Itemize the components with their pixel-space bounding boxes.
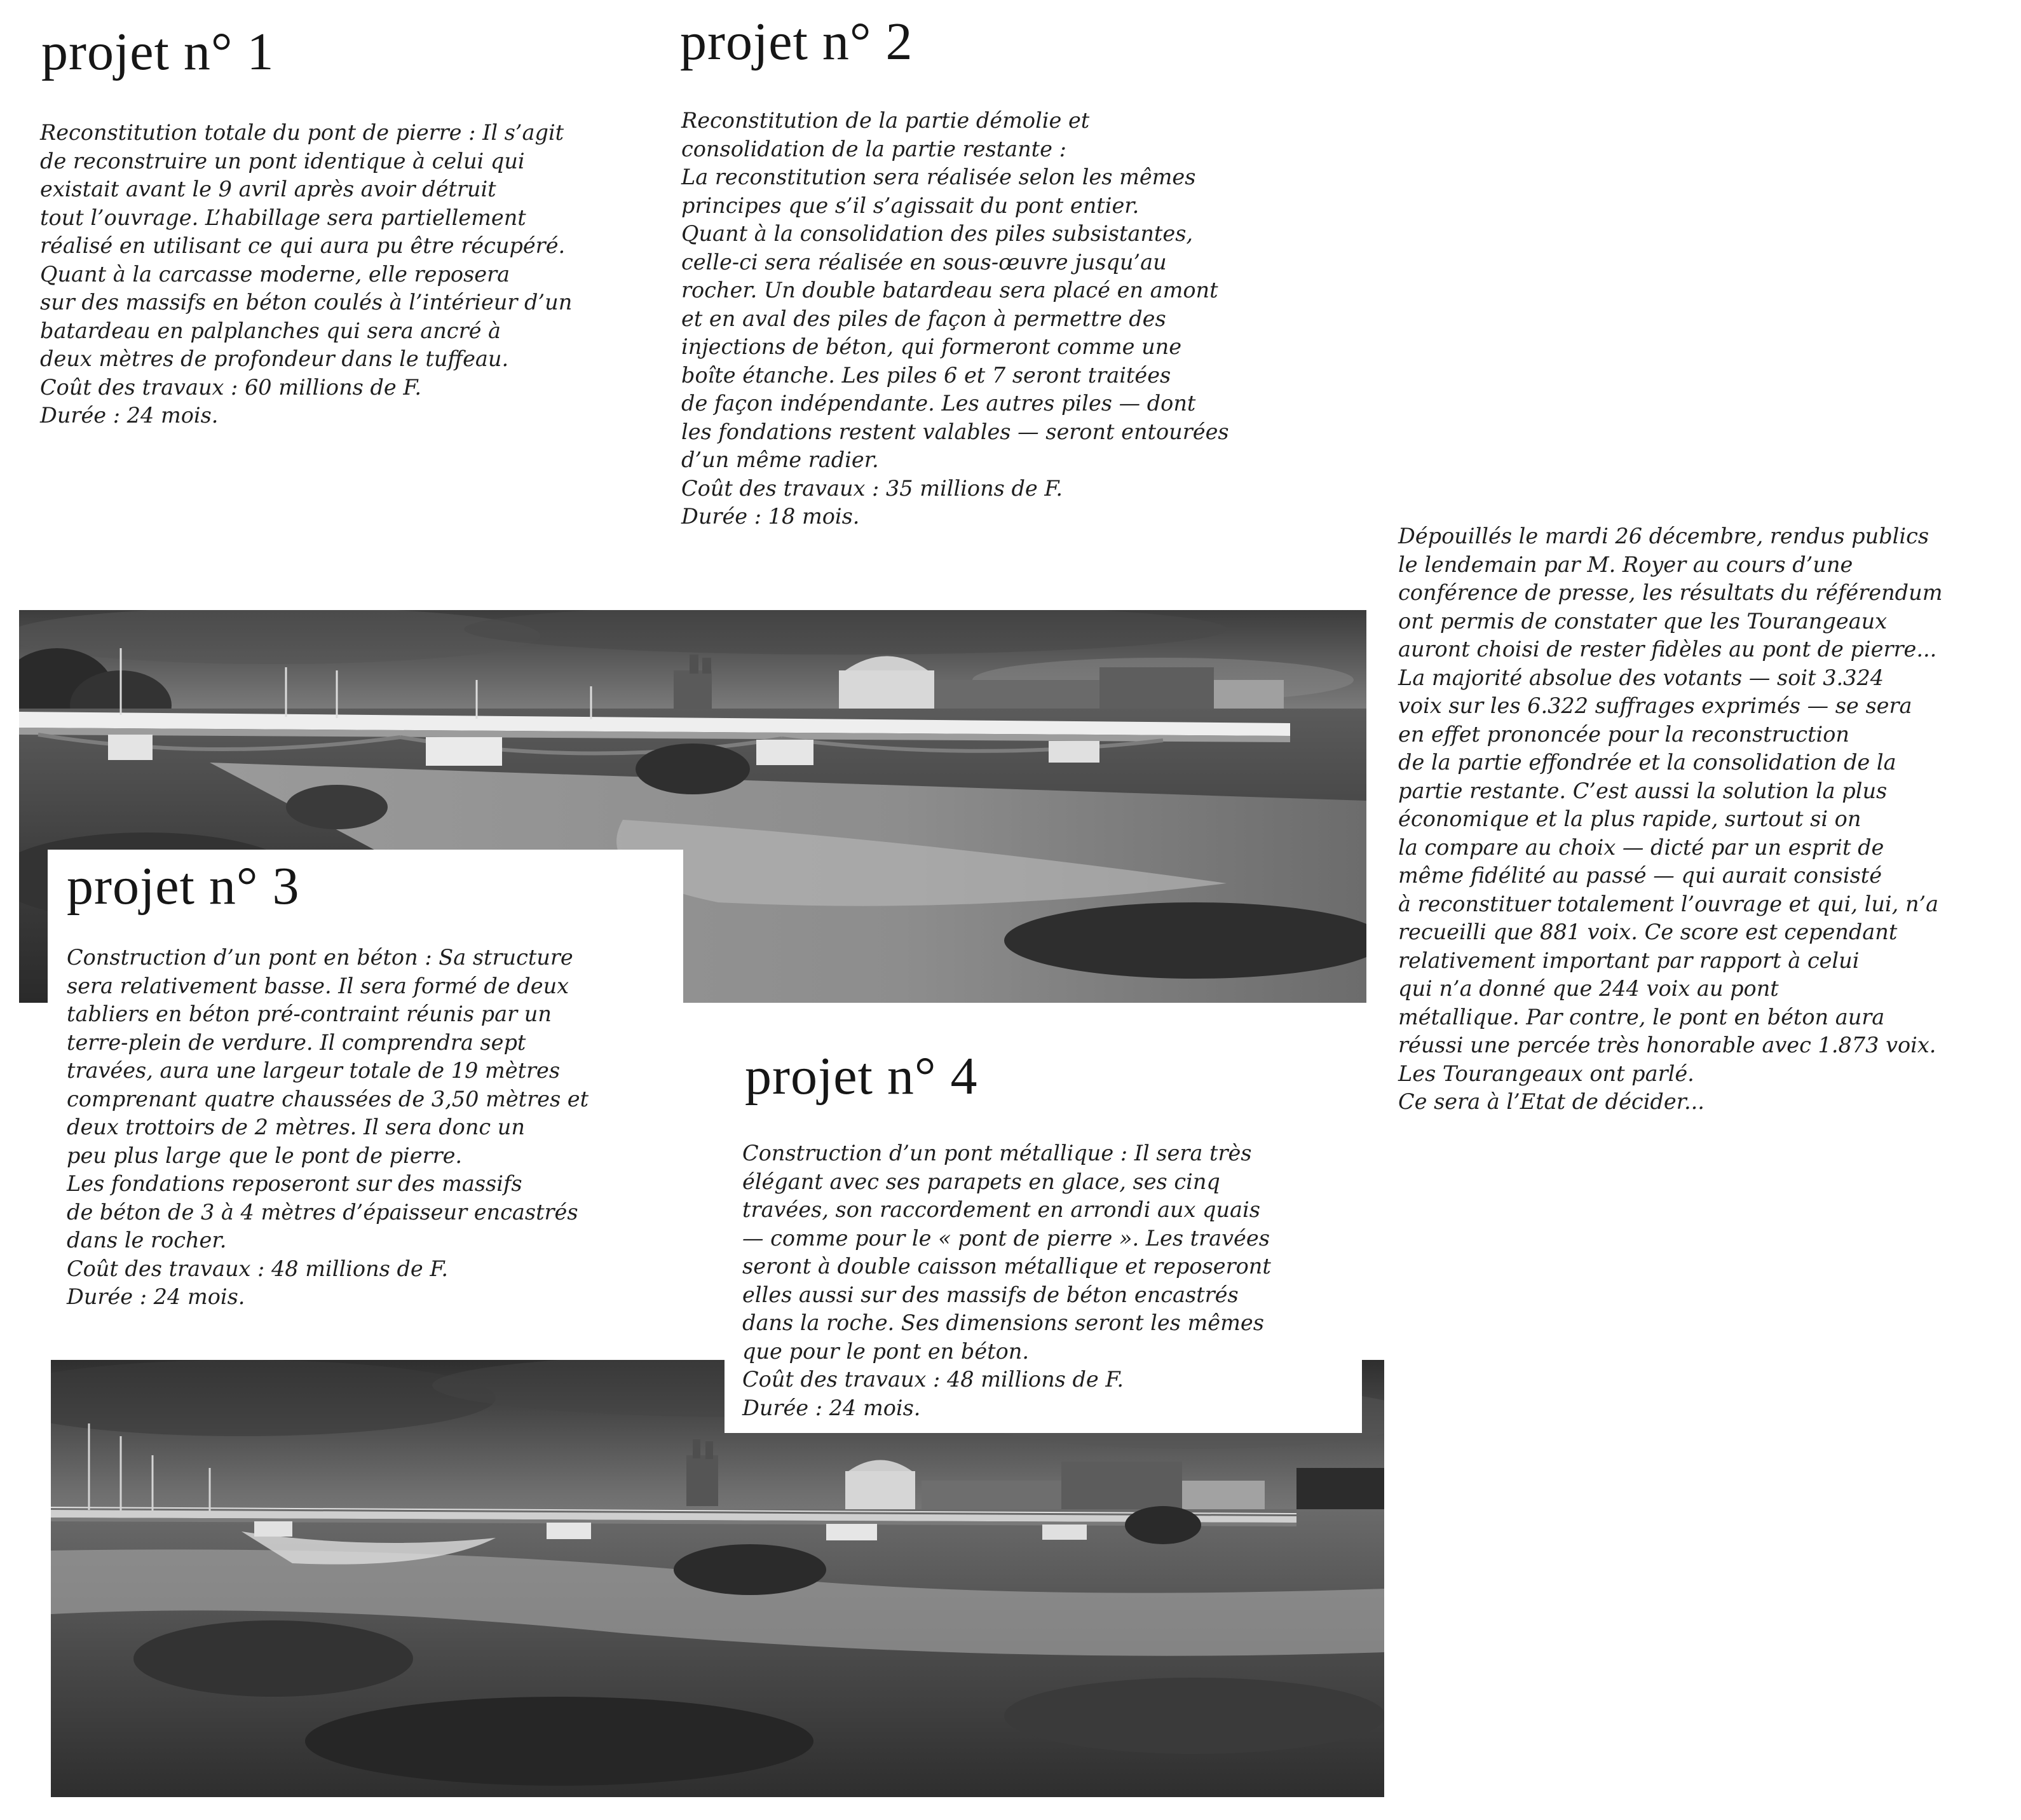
project-4-heading: projet n° 4 [745, 1047, 978, 1106]
referendum-result-text: Dépouillés le mardi 26 décembre, rendus publics le lendemain par M. Royer au cours d’une conférence de presse, les résultats du référendum ont permis de constater que les Tourangeaux auront choisi de rester fidèles au pont de pierre... La majorité absolue des votants — soit 3.324 voix sur les 6.322 suffrages exprimés — se sera en effet prononcée pour la reconstruction de la partie effondrée et la consolidation de la partie restante. C’est aussi la solution la plus économique et la plus rapide, surtout si on la compare au choix — dicté par un esprit de même fidélité au passé — qui aurait consisté à reconstituer totalement l’ouvrage et qui, lui, n’a recueilli que 881 voix. Ce score est cependant relativement important par rapport à celui qui n’a donné que 244 voix au pont métallique. Par contre, le pont en béton aura réussi une percée très honorable avec 1.873 voix. Les Tourangeaux ont parlé. Ce sera à l’Etat de décider... [1398, 524, 1943, 1114]
project-2-text: Reconstitution de la partie démolie et consolidation de la partie restante : La reconstitution sera réalisée selon les mêmes principes que s’il s’agissait du pont entier. Quant à la consolidation des piles subsistantes, celle-ci sera réalisée en sous-œuvre jusqu’au rocher. Un double batardeau sera placé en amont et en aval des piles de façon à permettre des injections de béton, qui formeront comme une boîte étanche. Les piles 6 et 7 seront traitées de façon indépendante. Les autres piles — dont les fondations restent valables — seront entourées d’un même radier. Coût des travaux : 35 millions de F. Durée : 18 mois. [681, 108, 1229, 529]
project-1-text: Reconstitution totale du pont de pierre : Il s’agit de reconstruire un pont identique à celui qui existait avant le 9 avril après avoir détruit tout l’ouvrage. L’habillage sera partiellement réalisé en utilisant ce qui aura pu être récupéré. Quant à la carcasse moderne, elle reposera sur des massifs en béton coulés à l’intérieur d’un batardeau en palplanches qui sera ancré à deux mètres de profondeur dans le tuffeau. Coût des travaux : 60 millions de F. Durée : 24 mois. [40, 120, 573, 428]
project-2-heading: projet n° 2 [680, 12, 913, 71]
project-4-text: Construction d’un pont métallique : Il sera très élégant avec ses parapets en glace, ses cinq travées, son raccordement en arrondi aux quais — comme pour le « pont de pierre ». Les travées seront à double caisson métallique et reposeront elles aussi sur des massifs de béton encastrés dans la roche. Ses dimensions seront les mêmes que pour le pont en béton. Coût des travaux : 48 millions de F. Durée : 24 mois. [742, 1141, 1271, 1420]
referendum-result-block [1392, 515, 2021, 1125]
project-1-block [35, 22, 661, 445]
project-4-block [725, 1029, 1362, 1433]
project-3-heading: projet n° 3 [67, 857, 300, 916]
project-3-block [48, 850, 683, 1341]
project-2-block [667, 13, 1322, 534]
project-3-text: Construction d’un pont en béton : Sa structure sera relativement basse. Il sera formé de deux tabliers en béton pré-contraint réunis par un terre-plein de verdure. Il comprendra sept travées, aura une largeur totale de 19 mètres comprenant quatre chaussées de 3,50 mètres et deux trottoirs de 2 mètres. Il sera donc un peu plus large que le pont de pierre. Les fondations reposeront sur des massifs de béton de 3 à 4 mètres d’épaisseur encastrés dans le rocher. Coût des travaux : 48 millions de F. Durée : 24 mois. [67, 945, 589, 1309]
project-1-heading: projet n° 1 [41, 22, 275, 81]
